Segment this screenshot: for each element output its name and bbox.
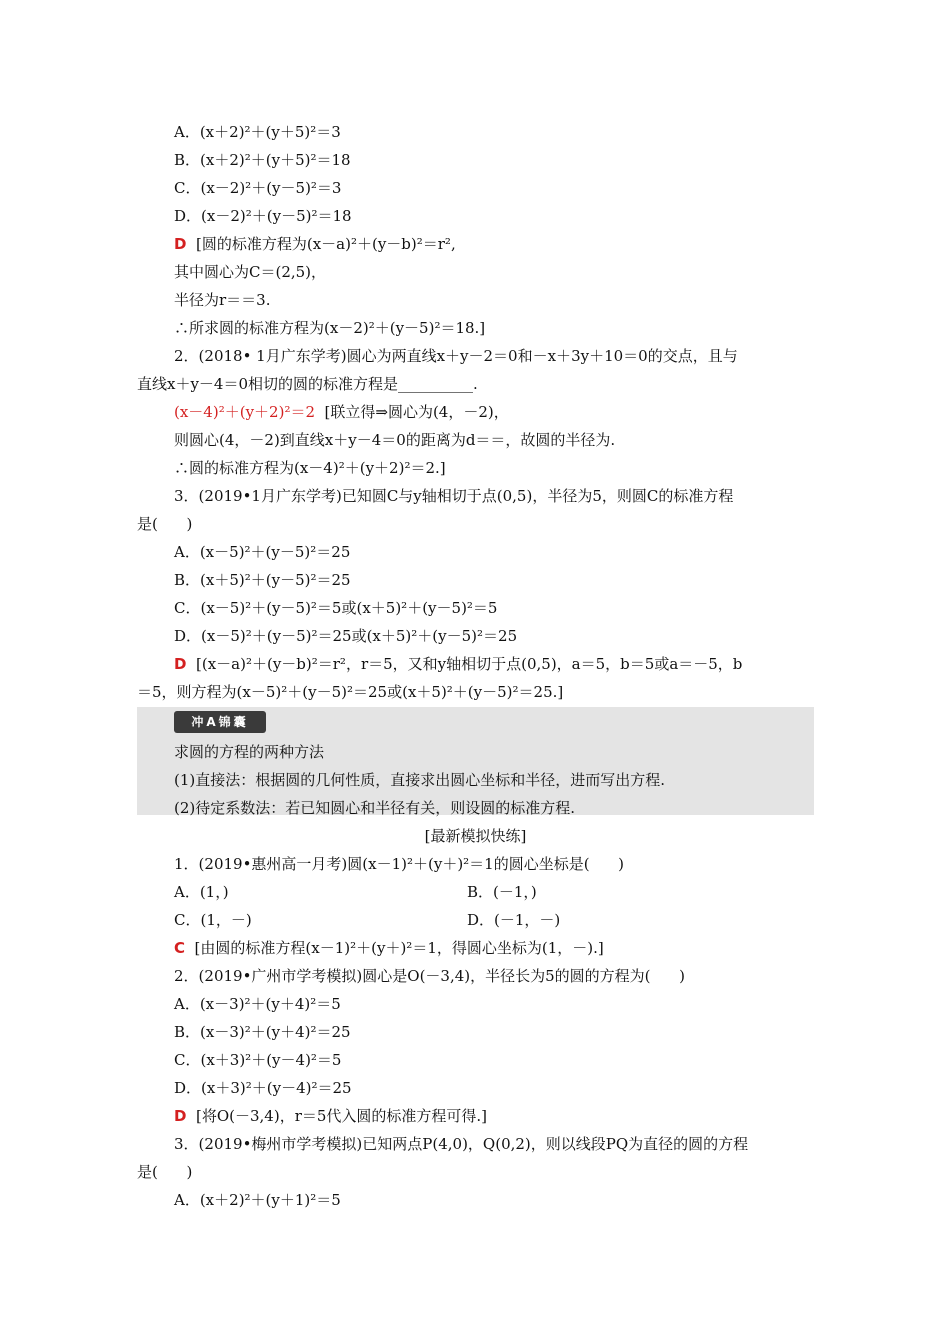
option-line: A．(x－3)²＋(y＋4)²＝5 [174, 995, 341, 1013]
question-line: 3．(2019•1月广东学考)已知圆C与y轴相切于点(0,5)，半径为5，则圆C的标准方程 [174, 487, 734, 505]
question-line: 1．(2019•惠州高一月考)圆(x－1)²＋(y＋)²＝1的圆心坐标是( ) [174, 855, 625, 873]
tip-title: 求圆的方程的两种方法 [174, 743, 325, 761]
option-line: A．(x＋2)²＋(y＋5)²＝3 [174, 123, 341, 141]
tip-badge: 冲A锦囊 [174, 711, 266, 733]
text-line: 其中圆心为C＝(2,5)， [174, 263, 327, 281]
option-line: D．(x＋3)²＋(y－4)²＝25 [174, 1079, 352, 1097]
answer-line [174, 402, 509, 422]
answer-text: [(x－a)²＋(y－b)²＝r²，r＝5，又和y轴相切于点(0,5)，a＝5，b＝5或a＝－5，b [186, 655, 743, 673]
text-line: ∴圆的标准方程为(x－4)²＋(y＋2)²＝2.] [174, 459, 446, 477]
option-line: D．(－1，－) [467, 911, 561, 929]
question-line: 2．(2018• 1月广东学考)圆心为两直线x＋y－2＝0和－x＋3y＋10＝0的交点，且与 [174, 347, 738, 365]
answer-mark: D [174, 655, 187, 673]
answer-red: (x－4)²＋(y＋2)²＝2 [174, 403, 315, 421]
answer-mark: D [174, 235, 187, 253]
answer-line [174, 1106, 487, 1126]
answer-line [174, 938, 604, 958]
question-line: 是( ) [137, 1163, 193, 1181]
option-line: A．(x－5)²＋(y－5)²＝25 [174, 543, 351, 561]
text-line: ＝5，则方程为(x－5)²＋(y－5)²＝25或(x＋5)²＋(y－5)²＝25.] [137, 683, 564, 701]
option-line: C．(x＋3)²＋(y－4)²＝5 [174, 1051, 342, 1069]
option-line: B．(x＋5)²＋(y－5)²＝25 [174, 571, 351, 589]
answer-mark: D [174, 1107, 187, 1125]
text-line: 则圆心(4，－2)到直线x＋y－4＝0的距离为d＝＝，故圆的半径为. [174, 431, 616, 449]
option-line: A．(x＋2)²＋(y＋1)²＝5 [174, 1191, 341, 1209]
text-line: 半径为r＝＝3. [174, 291, 271, 309]
option-line: C．(x－2)²＋(y－5)²＝3 [174, 179, 342, 197]
answer-text: [圆的标准方程为(x－a)²＋(y－b)²＝r², [186, 235, 456, 253]
section-title: [最新模拟快练] [424, 827, 527, 845]
option-line: C．(x－5)²＋(y－5)²＝5或(x＋5)²＋(y－5)²＝5 [174, 599, 498, 617]
answer-text: [将O(－3,4)，r＝5代入圆的标准方程可得.] [186, 1107, 488, 1125]
tip-item: (1)直接法：根据圆的几何性质，直接求出圆心坐标和半径，进而写出方程. [174, 771, 666, 789]
answer-line [174, 234, 456, 254]
question-line: 直线x＋y－4＝0相切的圆的标准方程是__________. [137, 375, 478, 393]
answer-mark: C [174, 939, 186, 957]
text-line: ∴所求圆的标准方程为(x－2)²＋(y－5)²＝18.] [174, 319, 486, 337]
option-line: C．(1，－) [174, 911, 252, 929]
tip-item: (2)待定系数法：若已知圆心和半径有关，则设圆的标准方程. [174, 799, 576, 817]
question-line: 2．(2019•广州市学考模拟)圆心是O(－3,4)，半径长为5的圆的方程为( ) [174, 967, 685, 985]
option-line: B．(－1，) [467, 883, 537, 901]
option-line: D．(x－2)²＋(y－5)²＝18 [174, 207, 352, 225]
question-line: 是( ) [137, 515, 193, 533]
answer-line [174, 654, 742, 674]
question-line: 3．(2019•梅州市学考模拟)已知两点P(4,0)，Q(0,2)，则以线段PQ为直径的圆的方程 [174, 1135, 749, 1153]
option-line: A．(1，) [174, 883, 229, 901]
option-line: B．(x－3)²＋(y＋4)²＝25 [174, 1023, 351, 1041]
answer-text: [由圆的标准方程(x－1)²＋(y＋)²＝1，得圆心坐标为(1，－).] [185, 939, 604, 957]
option-line: D．(x－5)²＋(y－5)²＝25或(x＋5)²＋(y－5)²＝25 [174, 627, 518, 645]
option-line: B．(x＋2)²＋(y＋5)²＝18 [174, 151, 351, 169]
answer-text: [联立得⇒圆心为(4，－2)， [315, 403, 509, 421]
